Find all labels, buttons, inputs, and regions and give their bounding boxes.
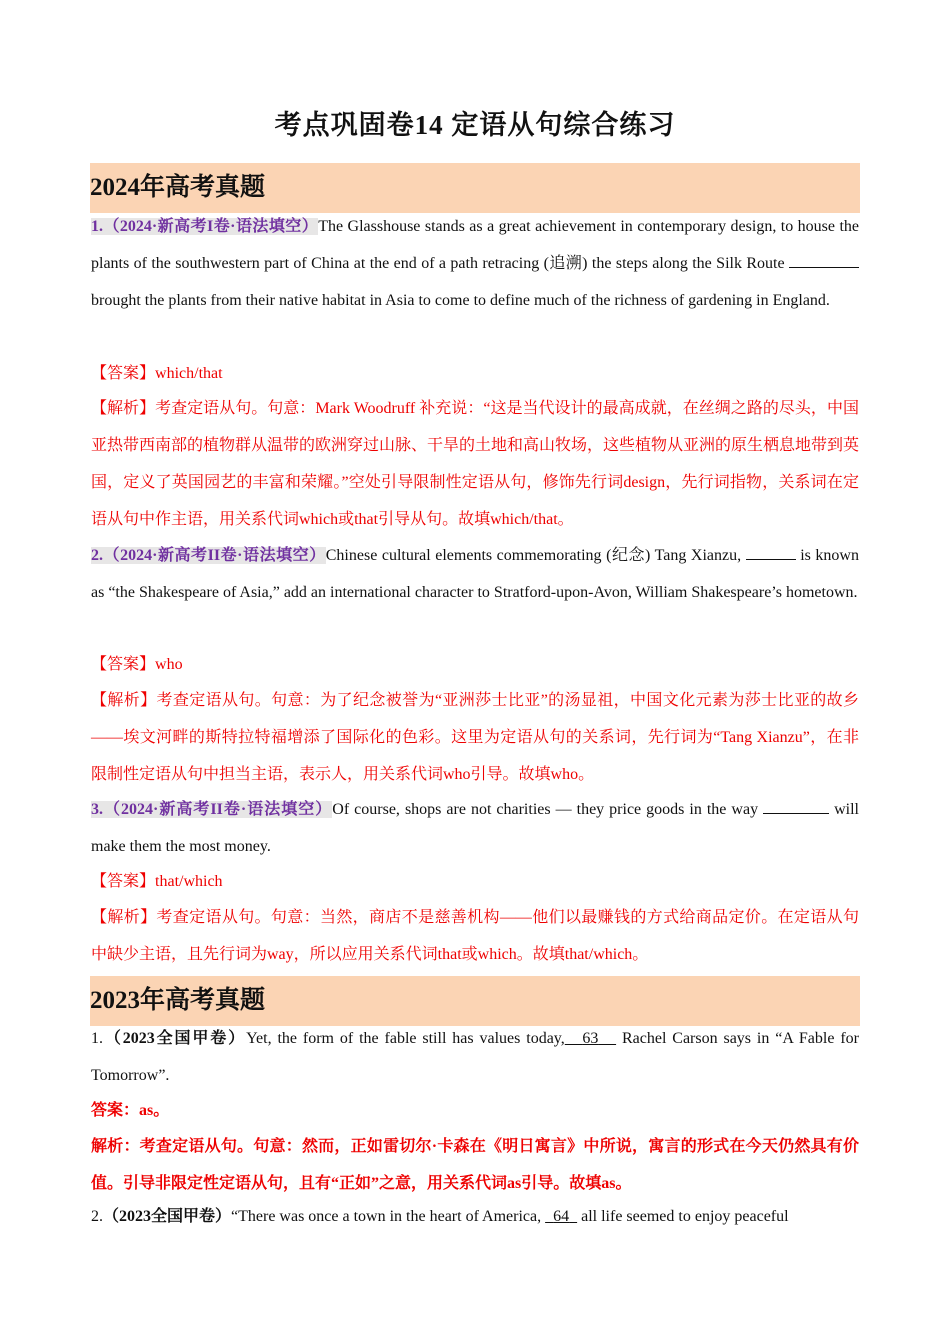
answer-blank <box>789 249 859 268</box>
question-number: 1. <box>91 1030 103 1047</box>
analysis-text: 考查定语从句。句意：为了纪念被誉为“亚洲莎士比亚”的汤显祖，中国文化元素为莎士比亚的故乡——埃文河畔的斯特拉特福增添了国际化的色彩。这里为定语从句的关系词，先行词为“Tang Xianzu”，在非限制性定语从句中担当主语，表示人，用关系代词who引导。故填who。 <box>91 692 859 783</box>
answer-line <box>91 355 859 392</box>
answer-label: 【答案】 <box>91 873 156 890</box>
answer-value: which/that <box>155 365 223 382</box>
question-text: will make them the most money. <box>91 801 859 855</box>
answer-blank <box>545 1208 577 1225</box>
answer-blank <box>763 795 829 814</box>
question-text: is known as “the Shakespeare of Asia,” add an international character to Stratford-upon-Avon, William Shakespeare’s hometown. <box>91 547 859 601</box>
blank-number: 63 <box>582 1030 599 1047</box>
answer-line <box>91 863 859 900</box>
question-2023-2 <box>91 1198 859 1235</box>
question-source-tag: 1.（2024·新高考I卷·语法填空） <box>91 218 319 235</box>
answer-line: 答案：as。 <box>91 1102 170 1119</box>
question-source: （2023全国甲卷） <box>103 1208 232 1225</box>
answer-label: 【答案】 <box>91 365 156 382</box>
analysis-text: 考查定语从句。句意：当然，商店不是慈善机构——他们以最赚钱的方式给商品定价。在定语从句中缺少主语，且先行词为way，所以应用关系代词that或which。故填that/which。 <box>91 909 859 963</box>
analysis-label: 【解析】 <box>91 400 156 417</box>
section-heading-2024: 2024年高考真题 <box>90 163 860 213</box>
answer-value: who <box>155 656 183 673</box>
question-1 <box>91 208 859 319</box>
page-title: 考点巩固卷14 定语从句综合练习 <box>274 110 676 140</box>
question-source: （2023全国甲卷） <box>103 1030 247 1047</box>
question-text: Rachel Carson says in “A Fable for Tomorrow”. <box>91 1030 859 1084</box>
question-source-tag: 2.（2024·新高考II卷·语法填空） <box>91 547 326 564</box>
analysis-paragraph: 解析：考查定语从句。句意：然而，正如雷切尔·卡森在《明日寓言》中所说，寓言的形式在今天仍然具有价值。引导非限定性定语从句，且有“正如”之意，用关系代词as引导。故填as。 <box>91 1138 859 1192</box>
question-text: Yet, the form of the fable still has values today, <box>246 1030 565 1047</box>
question-3 <box>91 791 859 865</box>
answer-blank <box>746 541 796 560</box>
answer-label: 【答案】 <box>91 656 156 673</box>
answer-line <box>91 646 859 683</box>
question-text: Chinese cultural elements commemorating (纪念) Tang Xianzu, <box>325 547 746 564</box>
analysis-paragraph <box>91 390 859 538</box>
question-source-tag: 3.（2024·新高考II卷·语法填空） <box>91 801 333 818</box>
analysis-text: 考查定语从句。句意：Mark Woodruff 补充说：“这是当代设计的最高成就，在丝绸之路的尽头，中国亚热带西南部的植物群从温带的欧洲穿过山脉、干旱的土地和高山牧场，这些植物从亚洲的原生栖息地带到英国，定义了英国园艺的丰富和荣耀。”空处引导限制性定语从句，修饰先行词design，先行词指物，关系词在定语从句中作主语，用关系代词which或that引导从句。故填which/that。 <box>91 400 860 528</box>
analysis-label: 【解析】 <box>91 692 157 709</box>
answer-value: that/which <box>155 873 223 890</box>
section-heading-2023: 2023年高考真题 <box>90 976 860 1026</box>
question-text: The Glasshouse stands as a great achievement in contemporary design, to house the plants of the southwestern part of China at the end of a path retracing (追溯) the steps along the Silk Route <box>91 218 859 272</box>
question-text: all life seemed to enjoy peaceful <box>577 1208 789 1225</box>
question-text: Of course, shops are not charities — they price goods in the way <box>332 801 764 818</box>
question-2023-1 <box>91 1020 859 1094</box>
question-2 <box>91 537 859 611</box>
analysis-label: 【解析】 <box>91 909 157 926</box>
question-text: brought the plants from their native habitat in Asia to come to define much of the richness of gardening in England. <box>91 292 830 309</box>
question-number: 2. <box>91 1208 103 1225</box>
question-text: “There was once a town in the heart of America, <box>231 1208 546 1225</box>
analysis-paragraph <box>91 899 859 973</box>
analysis-paragraph <box>91 682 859 793</box>
answer-blank <box>565 1030 616 1047</box>
blank-number: 64 <box>553 1208 570 1225</box>
